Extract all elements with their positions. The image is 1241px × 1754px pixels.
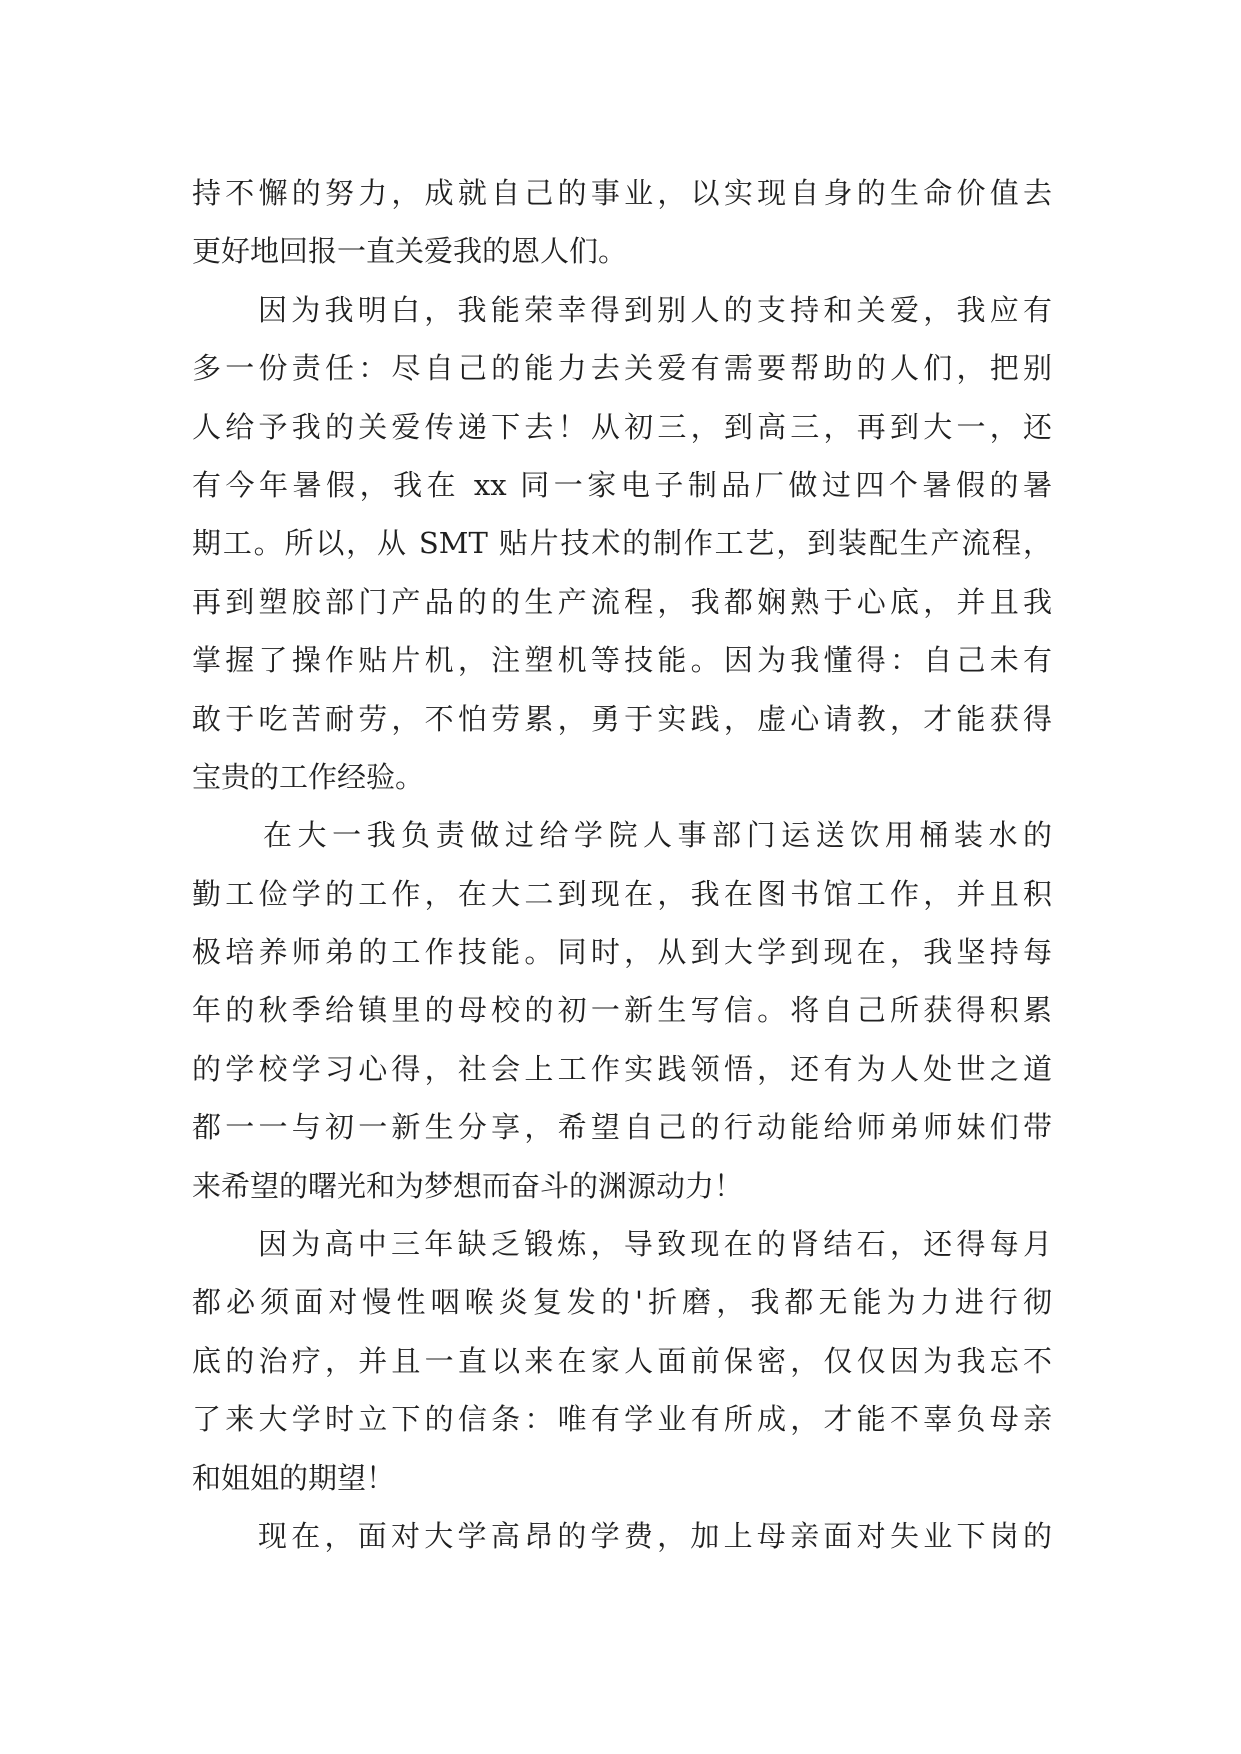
text-line: 年的秋季给镇里的母校的初一新生写信。将自己所获得积累: [192, 993, 1052, 1028]
text-line: 底的治疗，并且一直以来在家人面前保密，仅仅因为我忘不: [192, 1343, 1052, 1378]
text-line: 敢于吃苦耐劳，不怕劳累，勇于实践，虚心请教，才能获得: [192, 701, 1052, 736]
text-line: 极培养师弟的工作技能。同时，从到大学到现在，我坚持每: [192, 935, 1052, 970]
text-line: 勤工俭学的工作，在大二到现在，我在图书馆工作，并且积: [192, 876, 1052, 911]
paragraph-first-line: 因为我明白，我能荣幸得到别人的支持和关爱，我应有: [258, 292, 1052, 327]
text-line: 期工。所以，从 SMT 贴片技术的制作工艺，到装配生产流程，: [192, 526, 1052, 561]
text-line: 有今年暑假，我在 xx 同一家电子制品厂做过四个暑假的暑: [192, 467, 1052, 502]
paragraph-first-line: 在大一我负责做过给学院人事部门运送饮用桶装水的: [263, 818, 1052, 853]
text-line: 了来大学时立下的信条：唯有学业有所成，才能不辜负母亲: [192, 1402, 1052, 1437]
text-line: 持不懈的努力，成就自己的事业，以实现自身的生命价值去: [192, 176, 1052, 210]
text-line: 再到塑胶部门产品的的生产流程，我都娴熟于心底，并且我: [192, 584, 1052, 619]
paragraph-first-line: 现在，面对大学高昂的学费，加上母亲面对失业下岗的: [258, 1518, 1052, 1553]
text-line: 的学校学习心得，社会上工作实践领悟，还有为人处世之道: [192, 1051, 1052, 1086]
text-line: 掌握了操作贴片机，注塑机等技能。因为我懂得：自己未有: [192, 643, 1052, 678]
text-line: 人给予我的关爱传递下去！从初三，到高三，再到大一，还: [192, 409, 1052, 444]
text-line: 和姐姐的期望！: [192, 1460, 396, 1495]
text-line: 更好地回报一直关爱我的恩人们。: [192, 234, 628, 269]
text-line: 来希望的曙光和为梦想而奋斗的渊源动力！: [192, 1168, 744, 1203]
document-body: [192, 164, 1052, 1565]
text-line: 都必须面对慢性咽喉炎复发的'折磨，我都无能为力进行彻: [192, 1285, 1052, 1320]
text-line: 宝贵的工作经验。: [192, 759, 425, 794]
text-line: 多一份责任：尽自己的能力去关爱有需要帮助的人们，把别: [192, 351, 1052, 386]
text-line: 都一一与初一新生分享，希望自己的行动能给师弟师妹们带: [192, 1110, 1052, 1145]
paragraph-first-line: 因为高中三年缺乏锻炼，导致现在的肾结石，还得每月: [258, 1227, 1052, 1262]
